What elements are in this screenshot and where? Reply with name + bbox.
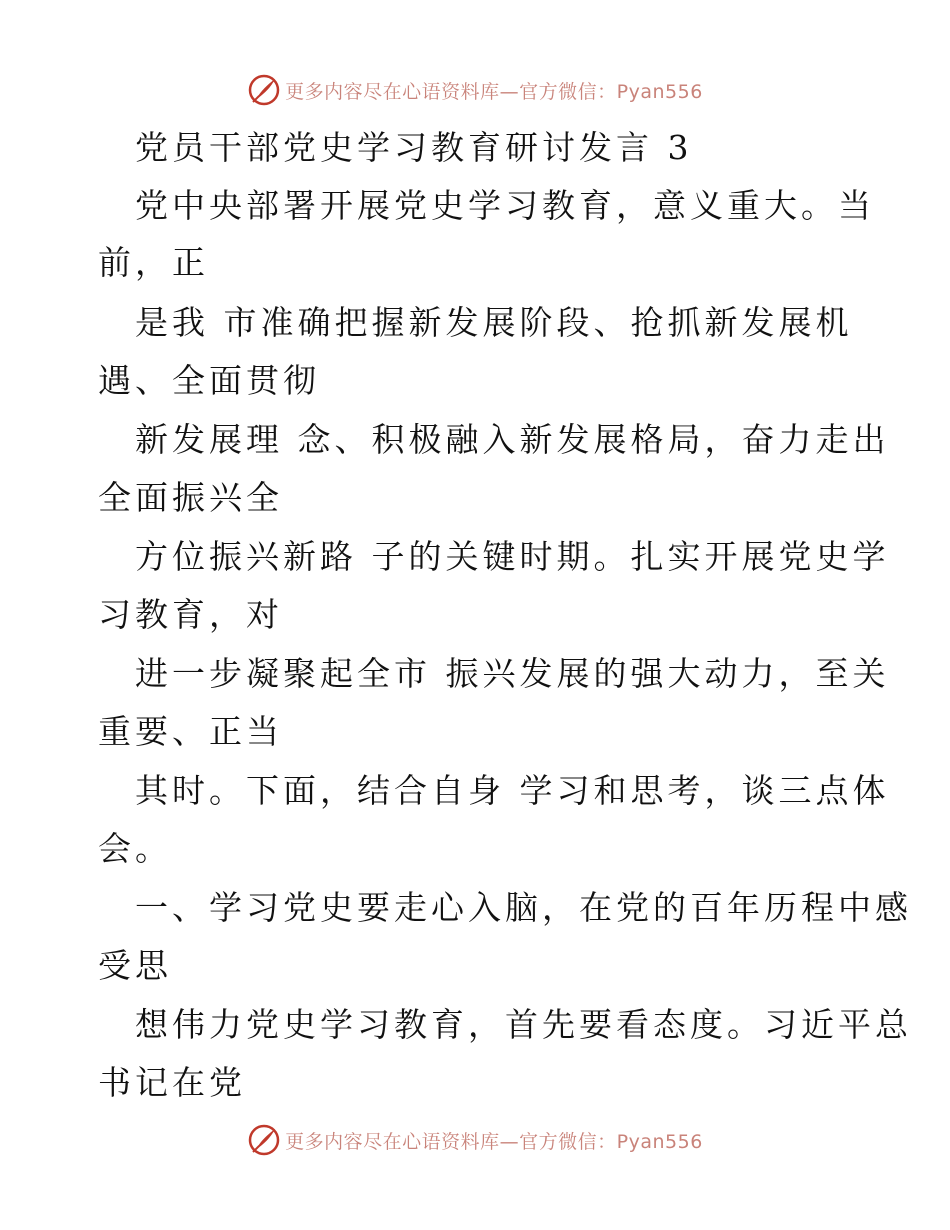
section-heading-line: 一、学习党史要走心入脑，在党的百年历程中感 — [135, 888, 912, 927]
text-line: 新发展理 念、积极融入新发展格局，奋力走出 — [135, 420, 890, 459]
footer-watermark-banner — [0, 1122, 950, 1158]
text-line: 书记在党 — [98, 1063, 246, 1102]
text-line: 是我 市准确把握新发展阶段、抢抓新发展机 — [135, 303, 853, 342]
text-line: 习教育，对 — [98, 595, 283, 634]
document-title: 党员干部党史学习教育研讨发言 3 — [135, 128, 693, 167]
text-line: 遇、全面贯彻 — [98, 361, 320, 400]
text-line: 进一步凝聚起全市 振兴发展的强大动力，至关 — [135, 654, 890, 693]
text-line: 全面振兴全 — [98, 478, 283, 517]
text-line: 前，正 — [98, 243, 209, 282]
text-line: 重要、正当 — [98, 712, 283, 751]
text-line: 其时。下面，结合自身 学习和思考，谈三点体 — [135, 771, 890, 810]
text-line: 会。 — [98, 829, 172, 868]
watermark-text: 更多内容尽在心语资料库—官方微信：Pyan556 — [285, 1130, 703, 1153]
quill-pen-logo-icon — [247, 1123, 281, 1157]
section-heading-line: 受思 — [98, 946, 172, 985]
text-line: 想伟力党史学习教育，首先要看态度。习近平总 — [135, 1005, 912, 1044]
text-line: 党中央部署开展党史学习教育，意义重大。当 — [135, 186, 875, 225]
watermark-text: 更多内容尽在心语资料库—官方微信：Pyan556 — [285, 80, 703, 103]
text-line: 方位振兴新路 子的关键时期。扎实开展党史学 — [135, 537, 890, 576]
